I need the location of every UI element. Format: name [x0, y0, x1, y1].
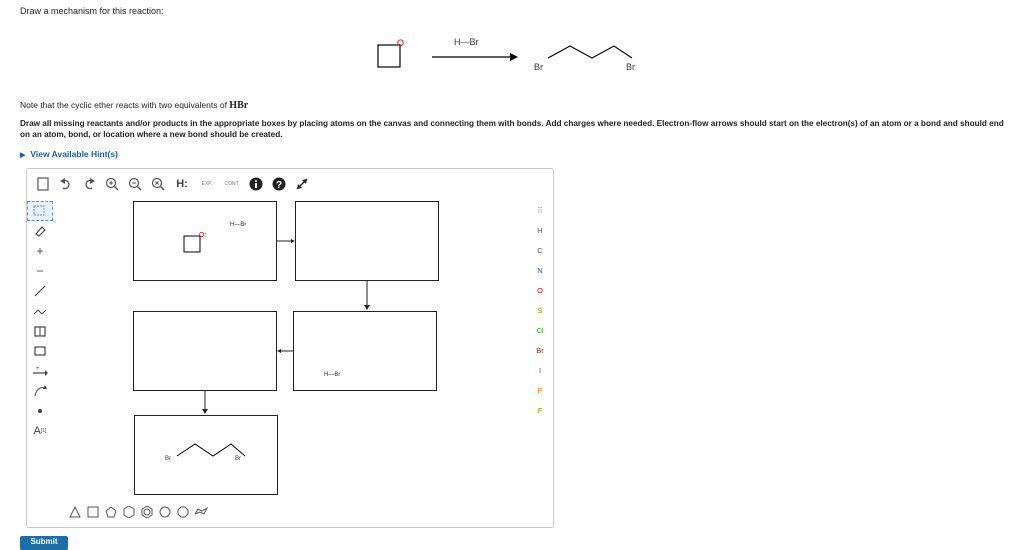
mechanism-editor[interactable] [26, 168, 554, 528]
mechanism-box-4[interactable] [293, 311, 437, 391]
top-toolbar [27, 169, 553, 199]
cycloheptane-icon[interactable] [157, 504, 173, 520]
template-tool-icon[interactable] [27, 321, 53, 341]
note-line [20, 100, 248, 111]
flow-arrows [27, 169, 553, 527]
chair-template-icon[interactable] [193, 504, 209, 520]
box4-hbr: H—Br [324, 372, 341, 378]
info-icon[interactable] [246, 174, 266, 194]
atom-n[interactable]: N [537, 266, 543, 275]
instructions: Draw all missing reactants and/or products in the appropriate boxes by placing atoms on the canvas and connecting them with bonds. Add charges where needed. Electron-flow arrows should start on the electron(s) of an atom or a bond and should end on an atom, bond, or location where a new bond should be created. [20, 119, 1004, 139]
question-prompt: Draw a mechanism for this reaction: [20, 6, 164, 16]
cyclohexane-icon[interactable] [121, 504, 137, 520]
lone-pair-icon[interactable] [27, 401, 53, 421]
negative-charge-icon[interactable]: − [36, 264, 44, 278]
product-dibromide [534, 46, 635, 72]
note-text: Note that the cyclic ether reacts with two equivalents of [20, 100, 230, 110]
fullscreen-icon[interactable] [292, 174, 312, 194]
svg-text:+: + [36, 366, 40, 372]
atom-o[interactable]: O [537, 286, 543, 295]
atom-cl[interactable]: Cl [536, 326, 544, 335]
positive-charge-icon[interactable]: + [36, 244, 44, 258]
view-hints-link[interactable] [20, 149, 118, 159]
reaction-arrow-tool-icon[interactable] [27, 361, 53, 381]
reaction-scheme [370, 30, 660, 80]
box5-drawing [135, 416, 277, 494]
mechanism-box-5[interactable] [134, 415, 278, 495]
zoom-reset-icon[interactable] [148, 174, 168, 194]
atom-palette [527, 201, 553, 461]
box1-hbr: H—Br [230, 222, 247, 228]
left-toolbar [27, 201, 53, 501]
periodic-table-icon[interactable]: ⠿ [537, 206, 543, 215]
atom-h[interactable]: H [537, 226, 543, 235]
reagent-label: H—Br [454, 37, 479, 47]
box5-br-left: Br [165, 456, 171, 462]
eraser-icon[interactable] [27, 221, 53, 241]
box4-drawing [294, 312, 436, 390]
svg-text:?: ? [276, 180, 283, 191]
ring-templates [67, 502, 211, 522]
cyclopropane-icon[interactable] [67, 504, 83, 520]
zoom-out-icon[interactable] [125, 174, 145, 194]
electron-arrow-icon[interactable] [27, 381, 53, 401]
rectangle-tool-icon[interactable] [27, 341, 53, 361]
help-icon[interactable] [269, 174, 289, 194]
submit-button[interactable]: Submit [20, 536, 68, 550]
text-tool-letter: A [33, 425, 41, 437]
zoom-in-icon[interactable] [102, 174, 122, 194]
new-document-icon[interactable] [33, 174, 53, 194]
mechanism-box-2[interactable] [295, 201, 439, 281]
box1-oxygen: O: [199, 232, 207, 239]
oxygen-label: O [397, 38, 405, 48]
cyclobutane-icon[interactable] [85, 504, 101, 520]
redo-icon[interactable] [79, 174, 99, 194]
atom-s[interactable]: S [537, 306, 543, 315]
atom-f[interactable]: F [537, 406, 543, 415]
text-label-tool-icon[interactable] [27, 421, 53, 441]
benzene-icon[interactable] [139, 504, 155, 520]
select-tool-icon[interactable] [27, 201, 53, 221]
mechanism-box-1[interactable] [133, 201, 277, 281]
caret-right-icon: ▶ [20, 152, 26, 159]
chain-tool-icon[interactable] [27, 301, 53, 321]
product-br-right: Br [626, 62, 635, 72]
atom-c[interactable]: C [537, 246, 543, 255]
atom-i[interactable]: I [538, 366, 542, 375]
reactant-oxetane [378, 38, 404, 67]
atom-br[interactable]: Br [536, 346, 544, 355]
hydrogen-toggle-icon[interactable]: H: [176, 178, 188, 190]
reaction-arrow [432, 53, 518, 61]
hint-label: View Available Hint(s) [30, 149, 118, 159]
bond-tool-icon[interactable] [27, 281, 53, 301]
product-br-left: Br [534, 62, 543, 72]
expand-label-icon[interactable]: EXP. [201, 181, 213, 187]
note-formula: HBr [229, 100, 249, 111]
contract-label-icon[interactable]: CONT. [224, 181, 240, 187]
atom-p[interactable]: P [537, 386, 543, 395]
cyclooctane-icon[interactable] [175, 504, 191, 520]
mechanism-box-3[interactable] [133, 311, 277, 391]
text-tool-sup: [1] [40, 428, 47, 434]
box5-br-right: Br [235, 456, 241, 462]
cyclopentane-icon[interactable] [103, 504, 119, 520]
box1-drawing [134, 202, 276, 280]
undo-icon[interactable] [56, 174, 76, 194]
